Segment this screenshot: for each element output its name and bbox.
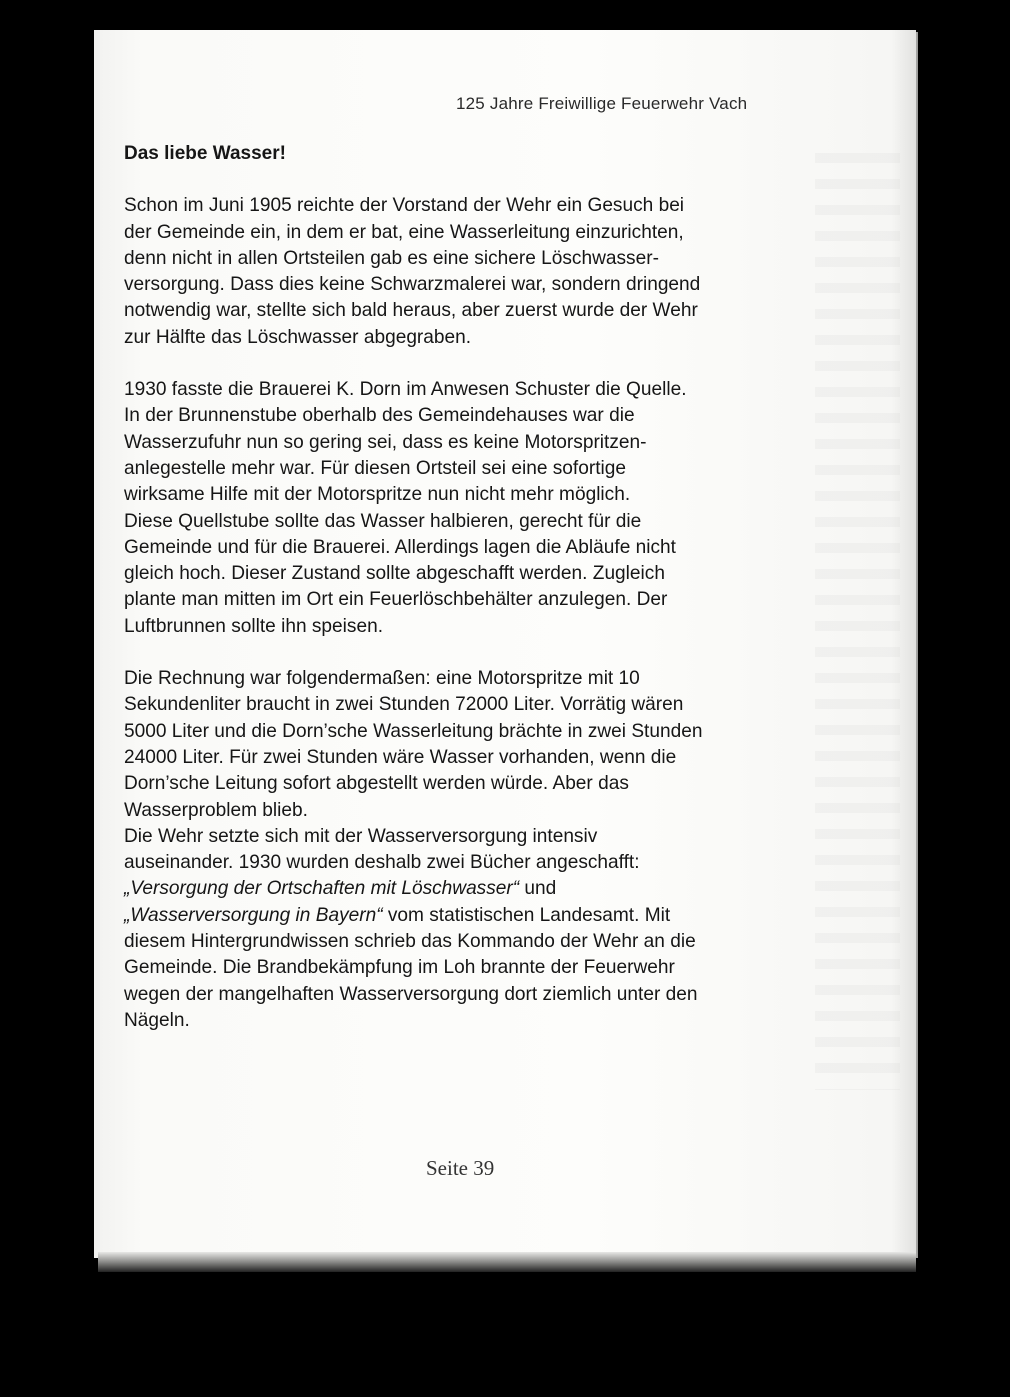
page-bottom-edge <box>98 1252 916 1272</box>
text-line: der Gemeinde ein, in dem er bat, eine Wasserleitung einzurichten, <box>124 221 684 243</box>
text-line: auseinander. 1930 wurden deshalb zwei Bücher angeschafft: <box>124 852 640 874</box>
text-line: 24000 Liter. Für zwei Stunden wäre Wasser vorhanden, wenn die <box>124 746 677 768</box>
article-body <box>124 141 814 1034</box>
book-title-1: „Versorgung der Ortschaften mit Löschwasser“ <box>124 878 520 900</box>
text-line: anlegestelle mehr war. Für diesen Ortsteil sei eine sofortige <box>124 457 626 479</box>
text-line: wirksame Hilfe mit der Motorspritze nun nicht mehr möglich. <box>124 484 631 506</box>
article-title: Das liebe Wasser! <box>124 143 286 164</box>
text-line: zur Hälfte das Löschwasser abgegraben. <box>124 326 472 348</box>
text-span: vom statistischen Landesamt. Mit <box>382 904 671 926</box>
running-header: 125 Jahre Freiwillige Feuerwehr Vach <box>456 94 748 113</box>
text-span: und <box>519 878 557 900</box>
text-line <box>124 876 814 902</box>
paragraph-3 <box>124 666 814 824</box>
text-line: In der Brunnenstube oberhalb des Gemeindehauses war die <box>124 405 635 427</box>
bleed-through-text <box>815 145 900 1090</box>
text-line: notwendig war, stellte sich bald heraus, aber zuerst wurde der Wehr <box>124 300 698 322</box>
page-number: Seite 39 <box>426 1156 495 1180</box>
text-line: Luftbrunnen sollte ihn speisen. <box>124 615 384 637</box>
text-line: Gemeinde. Die Brandbekämpfung im Loh brannte der Feuerwehr <box>124 957 675 979</box>
text-line: 1930 fasste die Brauerei K. Dorn im Anwesen Schuster die Quelle. <box>124 379 687 401</box>
text-line: Die Rechnung war folgendermaßen: eine Motorspritze mit 10 <box>124 668 640 690</box>
text-line: Die Wehr setzte sich mit der Wasserversorgung intensiv <box>124 825 598 847</box>
text-line: Wasserproblem blieb. <box>124 799 308 821</box>
text-line: Nägeln. <box>124 1009 190 1031</box>
text-line: plante man mitten im Ort ein Feuerlöschbehälter anzulegen. Der <box>124 589 668 611</box>
text-line: diesem Hintergrundwissen schrieb das Kommando der Wehr an die <box>124 931 696 953</box>
text-line: Dorn’sche Leitung sofort abgestellt werden würde. Aber das <box>124 773 629 795</box>
paragraph-2 <box>124 377 814 640</box>
text-line: Wasserzufuhr nun so gering sei, dass es keine Motorspritzen- <box>124 431 647 453</box>
paragraph-4 <box>124 824 814 1034</box>
text-line <box>124 903 814 929</box>
text-line: denn nicht in allen Ortsteilen gab es eine sichere Löschwasser- <box>124 247 659 269</box>
text-line: Schon im Juni 1905 reichte der Vorstand der Wehr ein Gesuch bei <box>124 195 685 217</box>
text-line: gleich hoch. Dieser Zustand sollte abgeschafft werden. Zugleich <box>124 563 665 585</box>
text-line: 5000 Liter und die Dorn’sche Wasserleitung brächte in zwei Stunden <box>124 720 703 742</box>
text-line: Sekundenliter braucht in zwei Stunden 72000 Liter. Vorrätig wären <box>124 694 684 716</box>
text-line: Gemeinde und für die Brauerei. Allerdings lagen die Abläufe nicht <box>124 536 676 558</box>
text-line: versorgung. Dass dies keine Schwarzmalerei war, sondern dringend <box>124 274 701 296</box>
book-title-2: „Wasserversorgung in Bayern“ <box>124 904 383 926</box>
text-line: Diese Quellstube sollte das Wasser halbieren, gerecht für die <box>124 510 642 532</box>
text-line: wegen der mangelhaften Wasserversorgung dort ziemlich unter den <box>124 983 698 1005</box>
paragraph-1 <box>124 193 814 351</box>
